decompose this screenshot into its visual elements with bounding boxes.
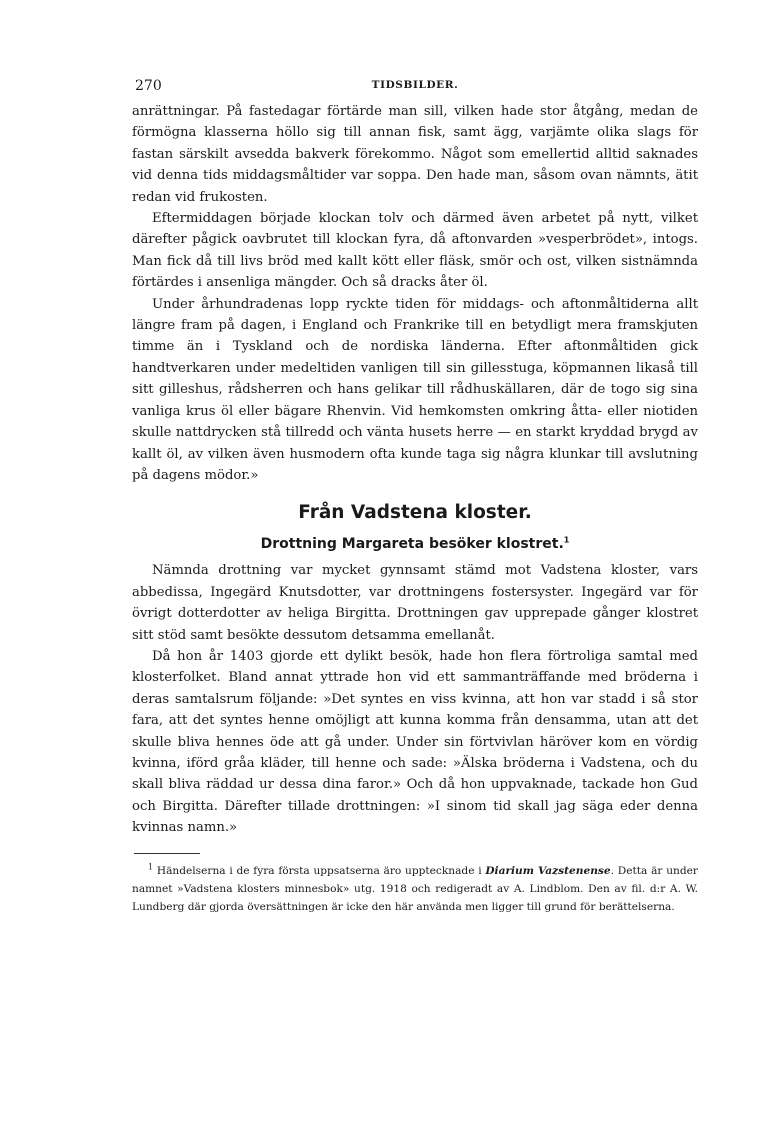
running-head: TIDSBILDER. [371, 79, 459, 91]
footnote-text-end: . Detta är under namnet »Vadstena klosters minnesbok» utg. 1918 och redigeradt av A. Lindblom. Den av fil. d:r A. W. Lundberg där gjorda översättningen är icke den här använda men ligger till grund för berättelserna. [132, 864, 698, 913]
paragraph-evening: Under århundradenas lopp ryckte tiden för middags- och aftonmåltiderna allt längre fram på dagen, i England och Frankrike till en betydligt mera framskjuten timme än i Tyskland och de nordiska länderna. Efter aftonmåltiden gick handtverkaren under medeltiden vanligen till sin gillesstuga, köpmannen likaså till sitt gilleshus, rådsherren och hans gelikar till rådhuskällaren, där de togo sig sina vanliga krus öl eller bägare Rhenvin. Vid hemkomsten omkring åtta- eller niotiden skulle nattdrycken stå tillredd och vänta husets herre — en starkt kryddad brygd av kallt öl, av vilken även husmodern ofta kunde taga sig några klunkar till avslutning på dagens mödor.» [132, 296, 698, 483]
body-text [132, 101, 698, 839]
section-title: Från Vadstena kloster. [298, 502, 532, 524]
subtitle-text: Drottning Margareta besöker klostret. [260, 536, 564, 553]
section-subtitle [132, 532, 698, 556]
book-page [132, 68, 698, 916]
footnote [132, 862, 698, 916]
paragraph-queen: Nämnda drottning var mycket gynnsamt stämd mot Vadstena kloster, vars abbedissa, Ingegärd Knutsdotter, var drottningens fostersyster. Ingegärd var för övrigt dotterdotter av heliga Birgitta. Drottningen gav upprepade gånger klostret sitt stöd samt besökte dessutom detsamma emellanåt. [132, 563, 698, 643]
paragraph-visit: Då hon år 1403 gjorde ett dylikt besök, hade hon flera förtroliga samtal med klosterfolket. Bland annat yttrade hon vid ett sammanträffande med bröderna i deras samtalsrum följande: »Det syntes en viss kvinna, att hon var stadd i så stor fara, att det syntes henne omöjligt att kunna komma från densamma, utan att det skulle bliva hennes öde att gå under. Under sin förtvivlan häröver kom en vördig kvinna, iförd gråa kläder, till henne och sade: »Älska bröderna i Vadstena, och du skall bliva räddad ur dessa dina faror.» Och då hon uppvaknade, tackade hon Gud och Birgitta. Därefter tillade drottningen: »I sinom tid skall jag säga eder denna kvinnas namn.» [132, 648, 698, 836]
paragraph-afternoon: Eftermiddagen började klockan tolv och därmed även arbetet på nytt, vilket därefter pågick oavbrutet till klockan fyra, då aftonvarden »vesperbrödet», intogs. Man fick då till livs bröd med kallt kött eller fläsk, smör och ost, vilken sistnämnda förtärdes i ansenliga mängder. Och så dracks åter öl. [132, 211, 698, 291]
footnote-divider [134, 853, 200, 854]
page-number: 270 [135, 78, 162, 94]
page-header [132, 68, 698, 94]
footnote-mark: 1 [148, 862, 154, 872]
footnote-reference: 1 [563, 535, 570, 545]
paragraph-meals: anrättningar. På fastedagar förtärde man sill, vilken hade stor åtgång, medan de förmögna klasserna höllo sig till annan fisk, samt ägg, varjämte olika slags för fastan särskilt avsedda bakverk förekommo. Något som emellertid alltid saknades vid denna tids middagsmåltider var soppa. Den hade man, såsom ovan nämnts, ätit redan vid frukosten. [132, 104, 698, 205]
footnote-text-start: Händelserna i de fyra första uppsatserna äro upptecknade i [156, 864, 486, 877]
footnote-source-title: Diarium Vazstenense [485, 864, 611, 877]
